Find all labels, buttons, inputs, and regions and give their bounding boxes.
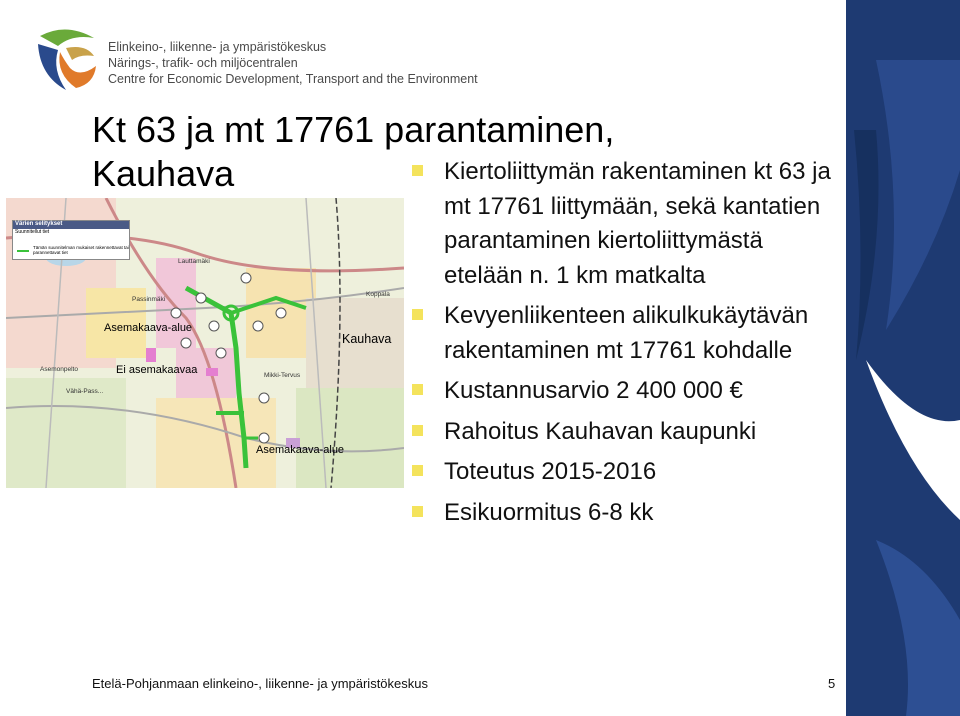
map-label-lauttamaki: Lauttamäki bbox=[178, 258, 210, 265]
map-label-ei-asemakaavaa: Ei asemakaavaa bbox=[116, 364, 198, 376]
decorative-side-band bbox=[846, 0, 960, 716]
bullet-marker bbox=[412, 165, 423, 176]
map-label-passinmaki: Passinmäki bbox=[132, 296, 166, 303]
bullet-item bbox=[412, 299, 842, 368]
map-label-asemakaava-1: Asemakaava-alue bbox=[104, 322, 193, 334]
org-name-sv: Närings-, trafik- och miljöcentralen bbox=[108, 56, 298, 70]
bullet-marker bbox=[412, 384, 423, 395]
map-label-mikki: Mikki-Tervus bbox=[264, 372, 301, 379]
page-number: 5 bbox=[828, 676, 836, 691]
project-map bbox=[6, 198, 404, 488]
title-line-2: Kauhava bbox=[92, 153, 235, 194]
bullet-list bbox=[412, 155, 842, 530]
legend-title: Värien selitykset bbox=[13, 221, 129, 229]
bullet-text: Toteutus 2015-2016 bbox=[444, 458, 657, 485]
bullet-marker bbox=[412, 425, 423, 436]
bullet-text: Esikuormitus 6-8 kk bbox=[444, 498, 654, 526]
bullet-text: Kiertoliittymän rakentaminen kt 63 ja mt 17761 liittymään, sekä kantatien parantaminen kiertoliittymästä etelään n. 1 km matkalta bbox=[444, 158, 831, 289]
map-legend bbox=[12, 220, 130, 260]
bullet-marker bbox=[412, 506, 423, 517]
organization-name bbox=[108, 39, 478, 87]
map-label-vaha-pass: Vähä-Pass... bbox=[66, 388, 104, 395]
bullet-item bbox=[412, 415, 842, 450]
map-label-kauhava: Kauhava bbox=[342, 332, 392, 346]
org-name-en: Centre for Economic Development, Transport and the Environment bbox=[108, 72, 478, 86]
bullet-item bbox=[412, 374, 842, 409]
bullet-marker bbox=[412, 465, 423, 476]
map-label-asemakaava-2: Asemakaava-alue bbox=[256, 444, 345, 456]
org-name-fi: Elinkeino-, liikenne- ja ympäristökeskus bbox=[108, 40, 327, 54]
bullet-text: Kevyenliikenteen alikulkukäytävän rakentaminen mt 17761 kohdalle bbox=[444, 302, 809, 364]
legend-subtitle: Suunnitellut tiet bbox=[15, 229, 50, 235]
footer-organization: Etelä-Pohjanmaan elinkeino-, liikenne- ja ympäristökeskus bbox=[92, 676, 429, 691]
title-line-1: Kt 63 ja mt 17761 parantaminen, bbox=[92, 109, 615, 150]
bullet-item bbox=[412, 496, 842, 531]
bullet-item bbox=[412, 455, 842, 490]
legend-route-swatch bbox=[17, 250, 29, 252]
bullet-marker bbox=[412, 309, 423, 320]
map-label-koppala: Koppala bbox=[366, 291, 390, 298]
bullet-text: Kustannusarvio 2 400 000 € bbox=[444, 377, 743, 404]
bullet-item bbox=[412, 155, 842, 293]
bullet-text: Rahoitus Kauhavan kaupunki bbox=[444, 417, 757, 445]
ely-logo bbox=[36, 26, 98, 92]
map-label-asemonpelto: Asemonpelto bbox=[40, 366, 78, 373]
legend-item-text: Tämän suunnitelman mukaiset rakennettavat tai parannettavat tiet bbox=[33, 245, 129, 255]
